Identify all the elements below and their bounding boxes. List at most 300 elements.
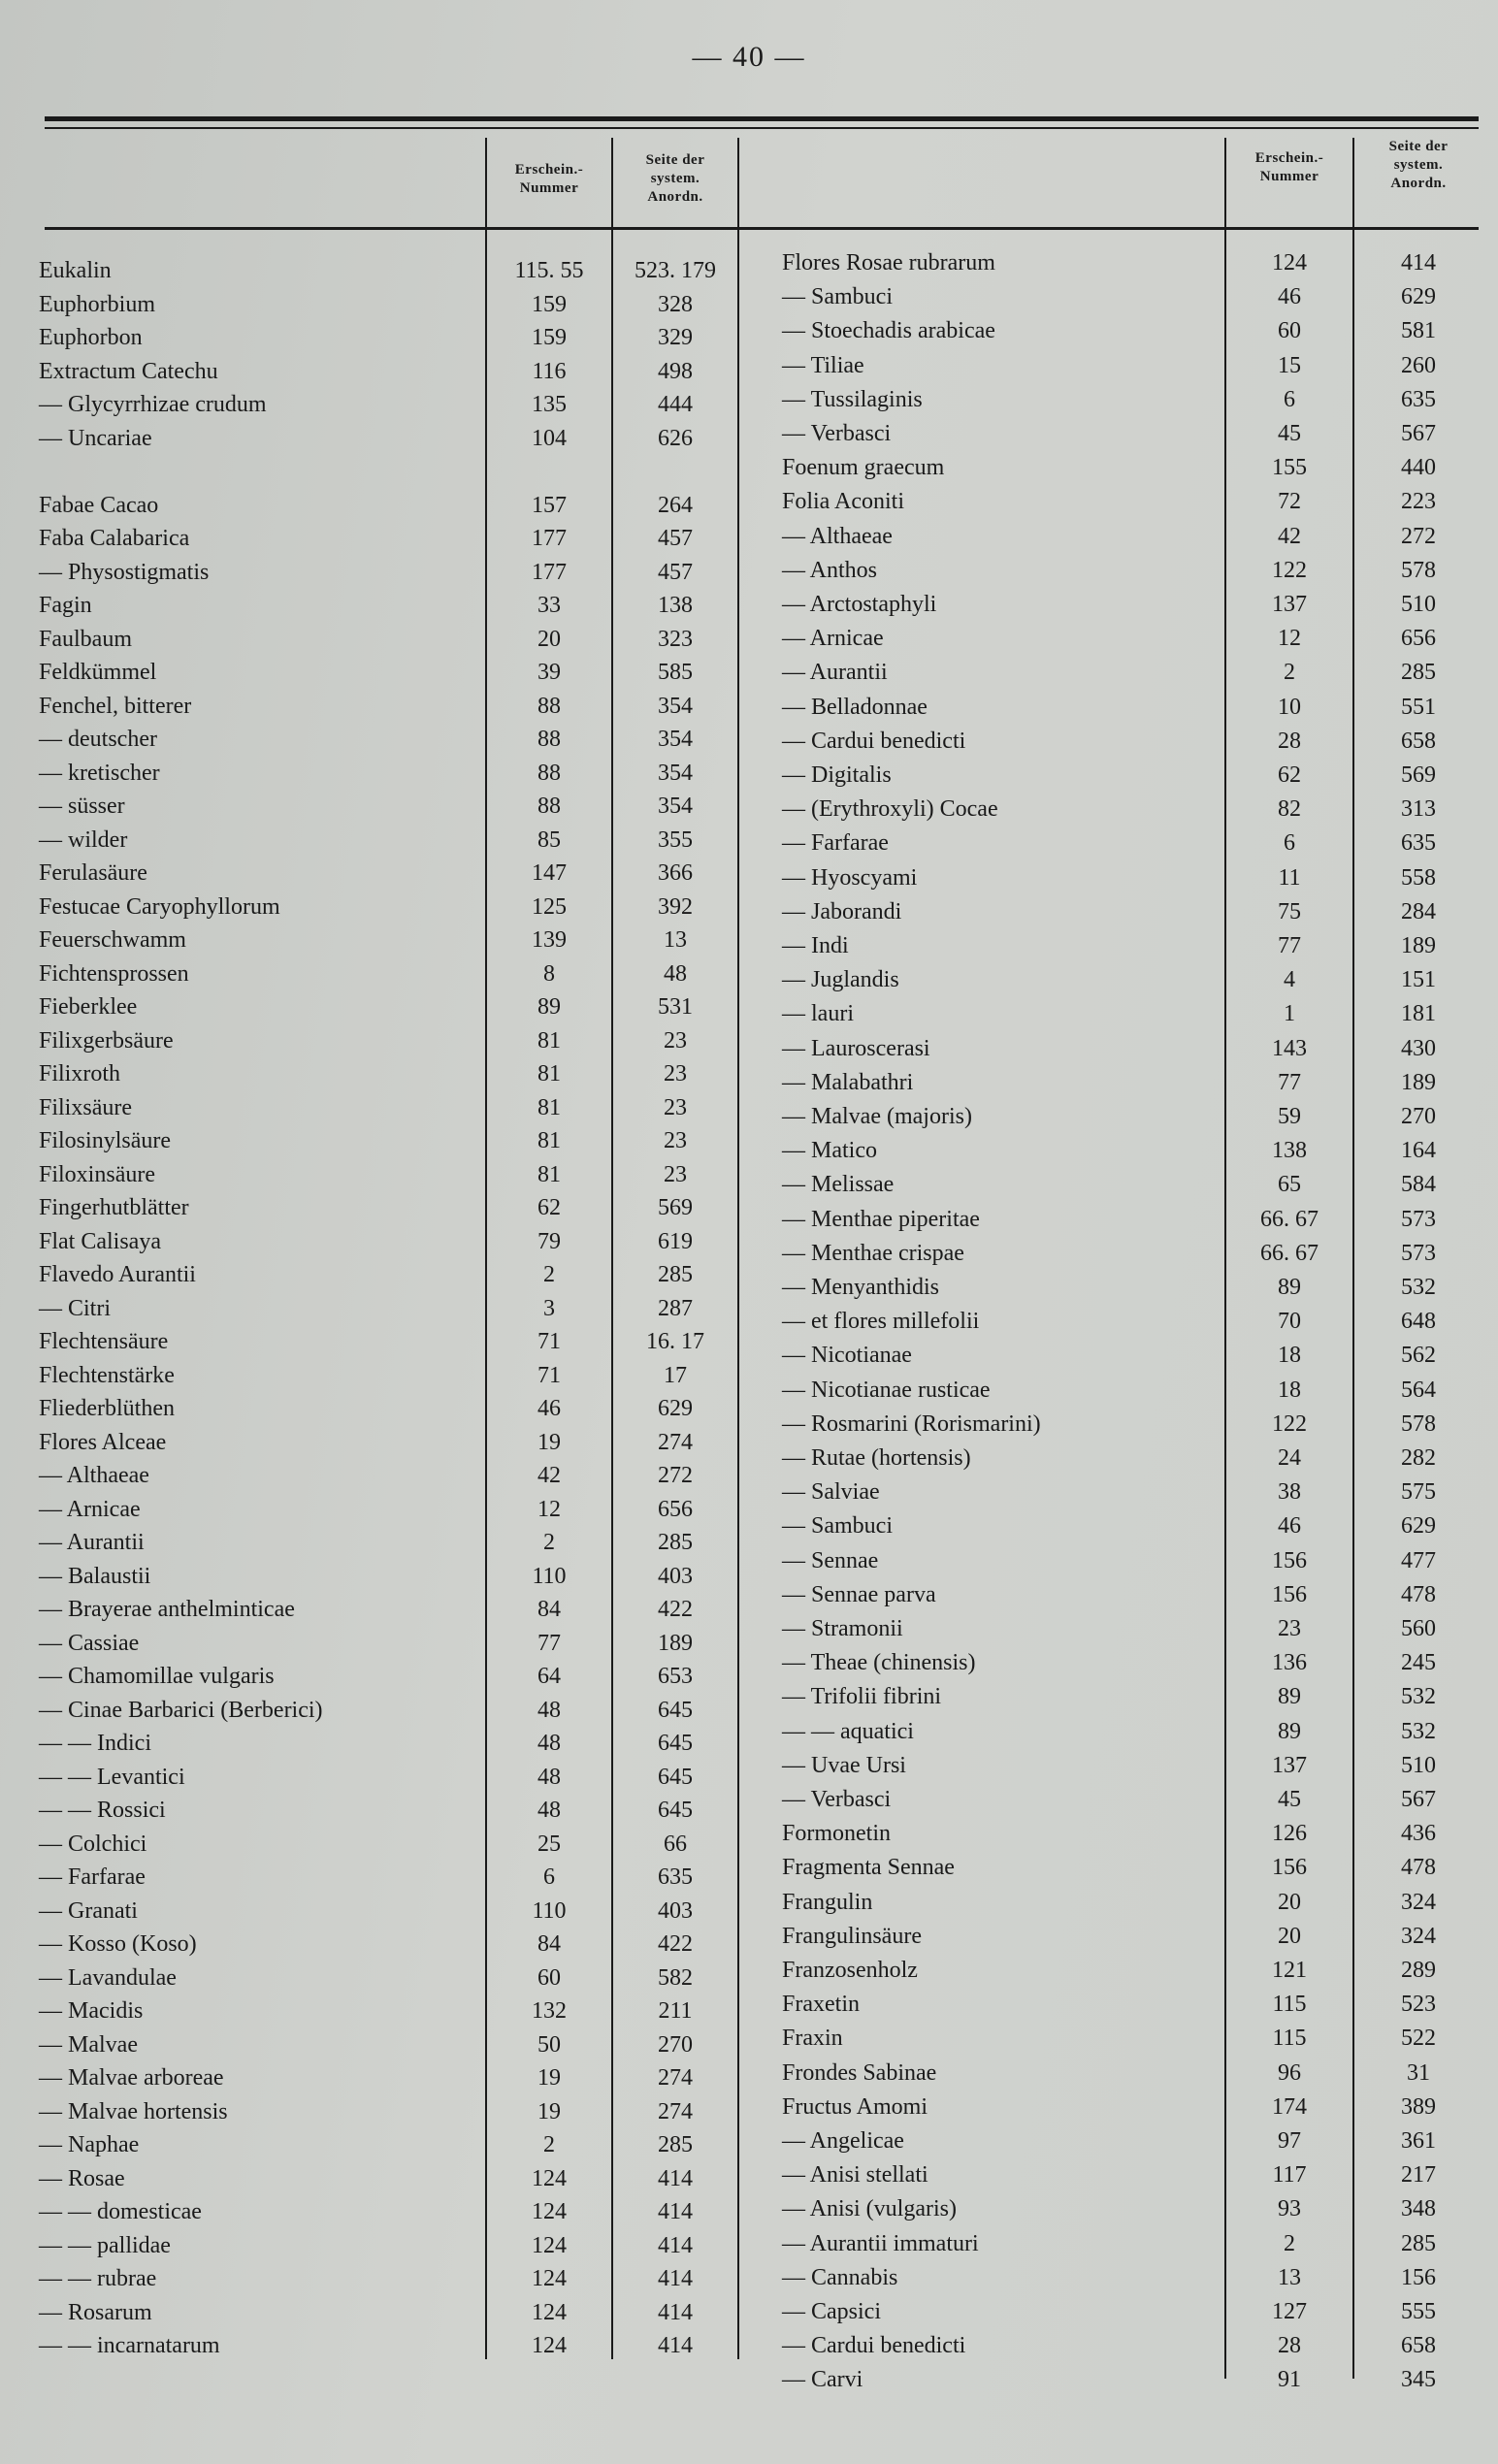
index-row xyxy=(0,520,1498,553)
entry-number: 1 xyxy=(1284,1001,1295,1027)
entry-page: 569 xyxy=(1401,762,1436,788)
entry-page: 354 xyxy=(658,727,693,752)
entry-number: 42 xyxy=(537,1463,561,1488)
entry-page: 16. 17 xyxy=(646,1329,704,1354)
entry-page: 658 xyxy=(1401,2333,1436,2359)
entry-page: 189 xyxy=(658,1630,693,1656)
entry-name: Fraxetin xyxy=(782,1992,860,2018)
left-header-page-text: Seite der system. Anordn. xyxy=(645,152,705,205)
entry-page: 645 xyxy=(658,1731,693,1756)
entry-page: 389 xyxy=(1401,2093,1436,2120)
index-row xyxy=(0,2363,1498,2396)
entry-name: — Arnicae xyxy=(782,626,884,652)
entry-name: — Salviae xyxy=(782,1479,880,1506)
index-row xyxy=(0,1920,1498,1953)
entry-name: — Lavandulae xyxy=(39,1964,177,1991)
entry-name: Festucae Caryophyllorum xyxy=(39,893,280,920)
entry-page: 355 xyxy=(658,827,693,853)
entry-number: 91 xyxy=(1278,2367,1301,2393)
entry-name: Fieberklee xyxy=(39,994,138,1020)
entry-page: 510 xyxy=(1401,1752,1436,1778)
entry-page: 444 xyxy=(658,392,693,417)
index-row xyxy=(0,2057,1498,2090)
entry-name: — Cardui benedicti xyxy=(782,728,966,754)
entry-page: 285 xyxy=(1401,2230,1436,2256)
entry-name: Flores Alceae xyxy=(39,1429,167,1455)
entry-name: — — Levantici xyxy=(39,1764,185,1790)
entry-page: 414 xyxy=(658,2299,693,2325)
entry-name: — Granati xyxy=(39,1897,138,1924)
index-row xyxy=(0,1237,1498,1270)
entry-page: 619 xyxy=(658,1228,693,1254)
entry-number: 122 xyxy=(1272,557,1307,583)
entry-name: Eukalin xyxy=(39,258,112,283)
entry-name: — Malvae hortensis xyxy=(39,2098,228,2124)
entry-name: — Verbasci xyxy=(782,421,892,446)
entry-number: 177 xyxy=(532,526,567,551)
entry-page: 635 xyxy=(1401,386,1436,412)
entry-name: — deutscher xyxy=(39,727,157,752)
entry-number: 84 xyxy=(537,1597,561,1622)
entry-name: — Anthos xyxy=(782,557,878,583)
entry-name: Frondes Sabinae xyxy=(782,2059,937,2086)
entry-name: — Balaustii xyxy=(39,1563,151,1589)
entry-name: — kretischer xyxy=(39,760,160,786)
right-header-page xyxy=(1354,138,1482,193)
entry-number: 19 xyxy=(537,2065,561,2091)
entry-page: 422 xyxy=(658,1931,693,1957)
entry-page: 223 xyxy=(1401,489,1436,515)
entry-number: 64 xyxy=(537,1664,561,1689)
entry-page: 560 xyxy=(1401,1616,1436,1641)
entry-number: 28 xyxy=(1278,728,1301,754)
index-row xyxy=(0,1680,1498,1713)
entry-name: — Cannabis xyxy=(782,2264,898,2290)
entry-number: 132 xyxy=(532,1998,567,2024)
entry-number: 157 xyxy=(532,492,567,518)
index-row xyxy=(0,280,1498,313)
entry-number: 4 xyxy=(1284,967,1295,993)
entry-number: 124 xyxy=(532,2165,567,2191)
entry-name: — Citri xyxy=(39,1295,112,1321)
index-row xyxy=(0,2227,1498,2260)
entry-page: 532 xyxy=(1401,1275,1436,1300)
entry-page: 282 xyxy=(1401,1445,1436,1471)
entry-page: 289 xyxy=(1401,1958,1436,1983)
entry-page: 457 xyxy=(658,526,693,551)
entry-page: 656 xyxy=(1401,626,1436,652)
entry-number: 12 xyxy=(1278,626,1301,652)
entry-page: 555 xyxy=(1401,2299,1436,2324)
index-row xyxy=(0,759,1498,792)
entry-name: — Arctostaphyli xyxy=(782,592,937,617)
entry-number: 48 xyxy=(537,1798,561,1823)
entry-page: 414 xyxy=(1401,250,1436,276)
entry-name: — Brayerae anthelminticae xyxy=(39,1597,295,1622)
entry-page: 211 xyxy=(658,1998,693,2024)
entry-name: Flavedo Aurantii xyxy=(39,1262,196,1287)
entry-number: 81 xyxy=(537,1061,561,1086)
index-row xyxy=(0,451,1498,484)
index-row xyxy=(0,588,1498,621)
index-row xyxy=(0,554,1498,587)
index-row xyxy=(0,2091,1498,2124)
index-row xyxy=(0,2329,1498,2362)
entry-page: 645 xyxy=(658,1764,693,1790)
index-row xyxy=(0,1988,1498,2021)
entry-name: — — domesticae xyxy=(39,2199,202,2224)
entry-number: 93 xyxy=(1278,2196,1301,2222)
entry-name: Fabae Cacao xyxy=(39,492,159,518)
index-row xyxy=(0,1305,1498,1338)
entry-page: 345 xyxy=(1401,2367,1436,2393)
entry-number: 143 xyxy=(1272,1035,1307,1061)
entry-name: — Naphae xyxy=(39,2132,140,2157)
entry-number: 62 xyxy=(1278,762,1301,788)
entry-number: 2 xyxy=(543,1262,555,1287)
entry-number: 46 xyxy=(537,1396,561,1421)
entry-number: 65 xyxy=(1278,1172,1301,1198)
entry-name: Filosinylsäure xyxy=(39,1128,171,1153)
index-row xyxy=(0,2022,1498,2055)
entry-name: — Trifolii fibrini xyxy=(782,1684,942,1710)
entry-page: 274 xyxy=(658,2098,693,2124)
entry-page: 13 xyxy=(664,927,687,953)
entry-page: 285 xyxy=(658,1530,693,1555)
entry-number: 115. 55 xyxy=(514,258,584,283)
index-row xyxy=(0,383,1498,416)
header-rule xyxy=(45,227,1479,230)
entry-number: 139 xyxy=(532,927,567,953)
entry-name: Fagin xyxy=(39,593,92,618)
entry-number: 62 xyxy=(537,1195,561,1220)
entry-page: 66 xyxy=(664,1831,687,1857)
entry-page: 414 xyxy=(658,2333,693,2358)
entry-number: 116 xyxy=(532,358,567,384)
entry-name: Flechtenstärke xyxy=(39,1362,175,1388)
entry-number: 124 xyxy=(532,2232,567,2258)
entry-number: 159 xyxy=(532,291,567,317)
entry-page: 645 xyxy=(658,1697,693,1723)
entry-page: 551 xyxy=(1401,694,1436,720)
entry-page: 430 xyxy=(1401,1035,1436,1061)
entry-page: 440 xyxy=(1401,455,1436,481)
entry-page: 585 xyxy=(658,660,693,685)
entry-name: — Rosmarini (Rorismarini) xyxy=(782,1410,1041,1437)
index-row xyxy=(0,691,1498,724)
entry-number: 125 xyxy=(532,893,567,920)
entry-page: 23 xyxy=(664,1061,687,1086)
entry-page: 245 xyxy=(1401,1650,1436,1676)
entry-number: 137 xyxy=(1272,1752,1307,1778)
entry-page: 181 xyxy=(1401,1001,1436,1027)
index-row xyxy=(0,963,1498,996)
entry-number: 10 xyxy=(1278,694,1301,720)
entry-number: 20 xyxy=(1278,1923,1301,1949)
entry-name: — Cinae Barbarici (Berberici) xyxy=(39,1697,323,1723)
entry-page: 285 xyxy=(658,1262,693,1287)
entry-number: 117 xyxy=(1272,2162,1307,2188)
entry-number: 46 xyxy=(1278,284,1301,310)
index-row xyxy=(0,997,1498,1030)
entry-name: — Althaeae xyxy=(782,523,893,549)
entry-page: 562 xyxy=(1401,1343,1436,1369)
entry-number: 110 xyxy=(532,1563,567,1589)
entry-page: 23 xyxy=(664,1027,687,1054)
entry-page: 23 xyxy=(664,1161,687,1187)
entry-page: 629 xyxy=(658,1396,693,1421)
entry-number: 71 xyxy=(537,1362,561,1388)
entry-name: — Sambuci xyxy=(782,284,893,310)
entry-page: 284 xyxy=(1401,898,1436,924)
index-row xyxy=(0,1271,1498,1304)
entry-name: — — incarnatarum xyxy=(39,2333,220,2358)
entry-number: 124 xyxy=(1272,250,1307,276)
entry-number: 25 xyxy=(537,1831,561,1857)
entry-page: 573 xyxy=(1401,1240,1436,1266)
entry-number: 81 xyxy=(537,1027,561,1054)
entry-name: — Anisi (vulgaris) xyxy=(782,2196,957,2222)
entry-name: Flores Rosae rubrarum xyxy=(782,250,995,276)
entry-name: Feldkümmel xyxy=(39,660,157,685)
entry-number: 126 xyxy=(1272,1821,1307,1847)
entry-name: — — Rossici xyxy=(39,1798,166,1823)
entry-page: 270 xyxy=(658,2031,693,2058)
index-row xyxy=(0,2295,1498,2328)
entry-page: 578 xyxy=(1401,557,1436,583)
entry-number: 159 xyxy=(532,325,567,350)
entry-name: Frangulinsäure xyxy=(782,1923,922,1949)
entry-name: — Matico xyxy=(782,1138,877,1164)
entry-number: 79 xyxy=(537,1228,561,1254)
entry-name: — Stramonii xyxy=(782,1616,903,1641)
entry-number: 89 xyxy=(537,994,561,1020)
entry-name: — Macidis xyxy=(39,1998,144,2024)
entry-name: — Sambuci xyxy=(782,1513,893,1540)
entry-number: 28 xyxy=(1278,2333,1301,2359)
index-row xyxy=(0,1851,1498,1884)
entry-page: 523 xyxy=(1401,1992,1436,2018)
entry-name: — lauri xyxy=(782,1001,854,1027)
entry-number: 20 xyxy=(537,626,561,652)
entry-page: 403 xyxy=(658,1563,693,1589)
entry-name: — Theae (chinensis) xyxy=(782,1650,976,1676)
index-row xyxy=(0,2124,1498,2157)
entry-page: 285 xyxy=(658,2132,693,2157)
entry-name: Flechtensäure xyxy=(39,1329,169,1354)
entry-name: Fingerhutblätter xyxy=(39,1195,189,1220)
entry-number: 136 xyxy=(1272,1650,1307,1676)
entry-page: 567 xyxy=(1401,421,1436,446)
index-row xyxy=(0,1066,1498,1099)
entry-number: 66. 67 xyxy=(1260,1206,1319,1232)
entry-number: 77 xyxy=(1278,1069,1301,1095)
index-row xyxy=(0,1509,1498,1542)
entry-number: 3 xyxy=(543,1295,555,1321)
entry-name: — Sennae xyxy=(782,1547,879,1573)
entry-number: 124 xyxy=(532,2299,567,2325)
entry-number: 33 xyxy=(537,593,561,618)
entry-number: 6 xyxy=(543,1864,555,1890)
right-header-number-text: Erschein.- Nummer xyxy=(1254,150,1324,184)
entry-name: — Uncariae xyxy=(39,425,152,451)
entry-page: 138 xyxy=(658,593,693,618)
entry-page: 582 xyxy=(658,1964,693,1991)
entry-page: 31 xyxy=(1407,2059,1430,2086)
entry-page: 260 xyxy=(1401,352,1436,378)
entry-page: 575 xyxy=(1401,1479,1436,1506)
entry-name: Euphorbium xyxy=(39,291,155,317)
entry-number: 13 xyxy=(1278,2264,1301,2290)
entry-name: — Stoechadis arabicae xyxy=(782,318,995,344)
entry-number: 84 xyxy=(537,1931,561,1957)
entry-number: 2 xyxy=(543,2132,555,2157)
index-row xyxy=(0,1749,1498,1782)
entry-number: 2 xyxy=(1284,660,1295,686)
index-row xyxy=(0,1374,1498,1407)
entry-page: 156 xyxy=(1401,2264,1436,2290)
entry-number: 42 xyxy=(1278,523,1301,549)
entry-number: 122 xyxy=(1272,1410,1307,1437)
entry-name: — Angelicae xyxy=(782,2128,904,2154)
entry-number: 88 xyxy=(537,727,561,752)
entry-page: 23 xyxy=(664,1094,687,1120)
entry-number: 115 xyxy=(1272,2026,1307,2052)
entry-name: Fenchel, bitterer xyxy=(39,693,192,719)
entry-name: — Rutae (hortensis) xyxy=(782,1445,971,1471)
entry-name: — Melissae xyxy=(782,1172,895,1198)
entry-name: — Uvae Ursi xyxy=(782,1752,906,1778)
entry-page: 457 xyxy=(658,559,693,585)
entry-page: 532 xyxy=(1401,1684,1436,1710)
index-row xyxy=(0,1203,1498,1236)
entry-page: 414 xyxy=(658,2232,693,2258)
entry-page: 653 xyxy=(658,1664,693,1689)
index-row xyxy=(0,2158,1498,2191)
index-row xyxy=(0,622,1498,655)
entry-number: 127 xyxy=(1272,2299,1307,2324)
entry-name: — — Indici xyxy=(39,1731,151,1756)
index-row xyxy=(0,1134,1498,1167)
entry-number: 174 xyxy=(1272,2093,1307,2120)
entry-page: 287 xyxy=(658,1295,693,1321)
entry-number: 11 xyxy=(1278,864,1301,891)
entry-name: — Aurantii xyxy=(782,660,888,686)
entry-number: 48 xyxy=(537,1697,561,1723)
entry-page: 645 xyxy=(658,1798,693,1823)
entry-page: 23 xyxy=(664,1128,687,1153)
index-row xyxy=(0,1544,1498,1577)
right-header-number xyxy=(1226,149,1352,186)
entry-name: — Tiliae xyxy=(782,352,864,378)
entry-number: 177 xyxy=(532,559,567,585)
entry-number: 124 xyxy=(532,2333,567,2358)
entry-name: — — pallidae xyxy=(39,2232,171,2258)
entry-page: 348 xyxy=(1401,2196,1436,2222)
entry-number: 110 xyxy=(532,1897,567,1924)
entry-name: Franzosenholz xyxy=(782,1958,918,1983)
entry-name: — Aurantii immaturi xyxy=(782,2230,979,2256)
entry-name: — Sennae parva xyxy=(782,1581,936,1607)
entry-number: 45 xyxy=(1278,421,1301,446)
entry-number: 75 xyxy=(1278,898,1301,924)
index-row xyxy=(0,2261,1498,2294)
entry-page: 361 xyxy=(1401,2128,1436,2154)
entry-page: 323 xyxy=(658,626,693,652)
entry-page: 635 xyxy=(1401,830,1436,857)
entry-number: 23 xyxy=(1278,1616,1301,1641)
entry-name: — Rosae xyxy=(39,2165,125,2191)
entry-number: 60 xyxy=(537,1964,561,1991)
entry-name: — Carvi xyxy=(782,2367,863,2393)
left-header-page xyxy=(613,151,737,207)
index-row xyxy=(0,1475,1498,1508)
entry-name: — Farfarae xyxy=(782,830,889,857)
entry-name: — Nicotianae xyxy=(782,1343,912,1369)
entry-number: 8 xyxy=(543,960,555,987)
entry-name: — Digitalis xyxy=(782,762,892,788)
entry-name: Filixgerbsäure xyxy=(39,1027,174,1054)
entry-number: 12 xyxy=(537,1496,561,1522)
index-row xyxy=(0,725,1498,758)
entry-page: 658 xyxy=(1401,728,1436,754)
entry-page: 272 xyxy=(658,1463,693,1488)
index-row xyxy=(0,827,1498,859)
entry-page: 414 xyxy=(658,2199,693,2224)
right-header-page-text: Seite der system. Anordn. xyxy=(1388,139,1449,191)
entry-name: — Colchici xyxy=(39,1831,147,1857)
entry-number: 15 xyxy=(1278,352,1301,378)
entry-number: 88 xyxy=(537,693,561,719)
entry-page: 366 xyxy=(658,860,693,886)
entry-number: 81 xyxy=(537,1094,561,1120)
entry-page: 414 xyxy=(658,2266,693,2291)
index-row xyxy=(0,1032,1498,1065)
entry-page: 478 xyxy=(1401,1581,1436,1607)
left-header-number-text: Erschein.- Nummer xyxy=(514,162,584,196)
entry-page: 478 xyxy=(1401,1855,1436,1881)
entry-number: 156 xyxy=(1272,1581,1307,1607)
index-row xyxy=(0,1100,1498,1133)
entry-page: 564 xyxy=(1401,1377,1436,1403)
entry-page: 578 xyxy=(1401,1410,1436,1437)
index-row xyxy=(0,1612,1498,1645)
entry-name: — Althaeae xyxy=(39,1463,149,1488)
entry-page: 532 xyxy=(1401,1718,1436,1744)
entry-name: — Glycyrrhizae crudum xyxy=(39,392,267,417)
entry-page: 403 xyxy=(658,1897,693,1924)
entry-number: 18 xyxy=(1278,1377,1301,1403)
entry-number: 85 xyxy=(537,827,561,853)
entry-name: — Chamomillae vulgaris xyxy=(39,1664,275,1689)
entry-name: Filoxinsäure xyxy=(39,1161,155,1187)
entry-number: 6 xyxy=(1284,830,1295,857)
entry-number: 20 xyxy=(1278,1889,1301,1915)
entry-number: 147 xyxy=(532,860,567,886)
entry-name: — Belladonnae xyxy=(782,694,928,720)
entry-name: Filixsäure xyxy=(39,1094,132,1120)
entry-name: — Juglandis xyxy=(782,967,899,993)
entry-page: 635 xyxy=(658,1864,693,1890)
index-row xyxy=(0,1646,1498,1679)
entry-name: — Malabathri xyxy=(782,1069,914,1095)
entry-number: 88 xyxy=(537,794,561,819)
entry-name: Faulbaum xyxy=(39,626,132,652)
entry-name: — Malvae arboreae xyxy=(39,2065,224,2091)
entry-number: 24 xyxy=(1278,1445,1301,1471)
entry-page: 189 xyxy=(1401,1069,1436,1095)
entry-number: 48 xyxy=(537,1764,561,1790)
